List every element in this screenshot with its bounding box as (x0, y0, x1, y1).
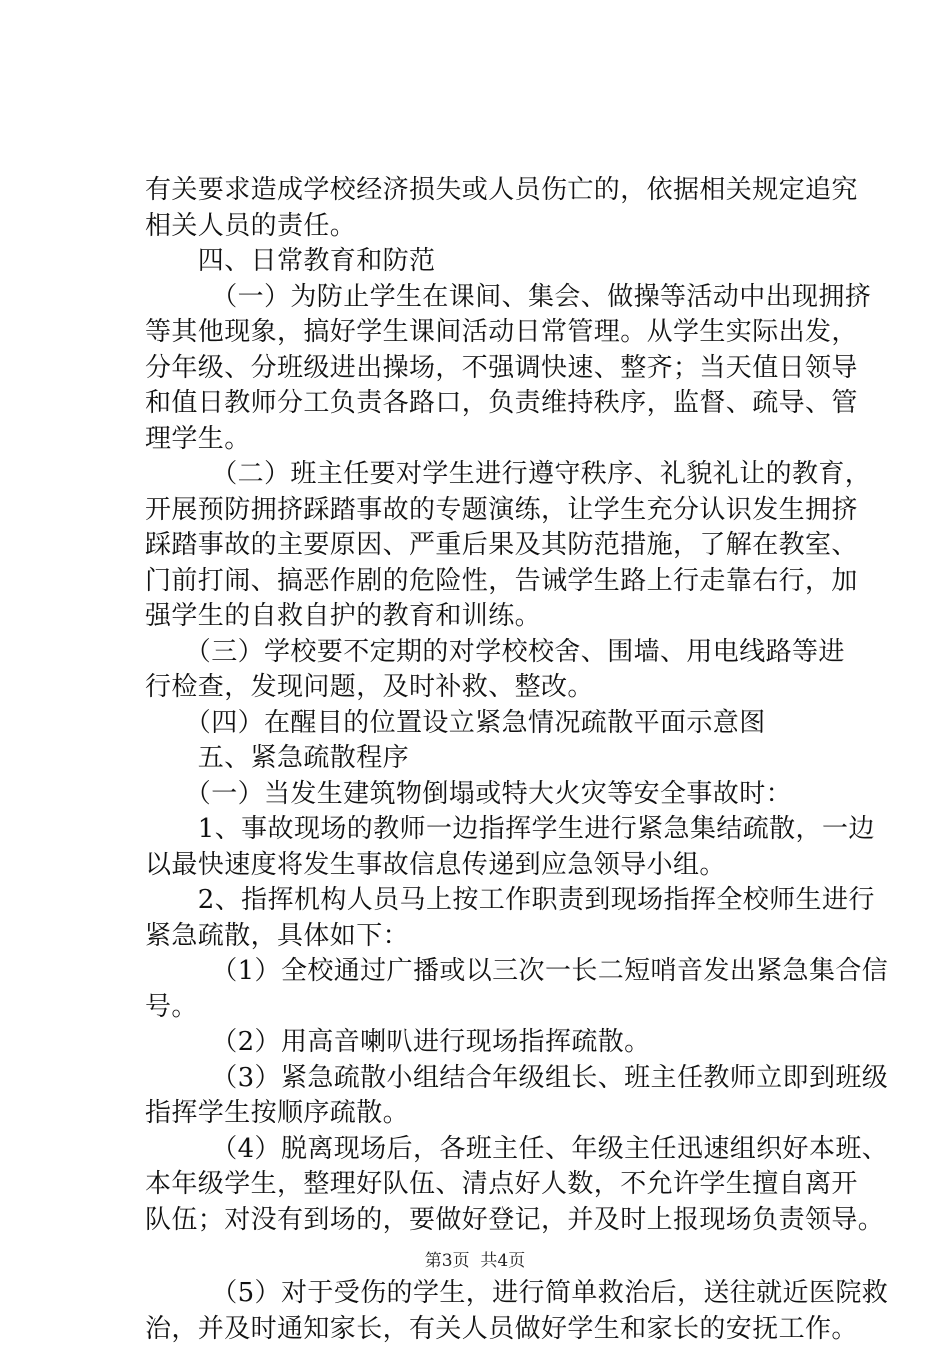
text-line: （一）为防止学生在课间、集会、做操等活动中出现拥挤 (145, 280, 825, 316)
document-body (145, 173, 825, 1347)
text-line: （1）全校通过广播或以三次一长二短哨音发出紧急集合信 (145, 954, 825, 990)
text-line: （3）紧急疏散小组结合年级组长、班主任教师立即到班级 (145, 1061, 825, 1097)
text-line: 指挥学生按顺序疏散。 (145, 1096, 825, 1132)
text-line: 有关要求造成学校经济损失或人员伤亡的，依据相关规定追究 (145, 173, 825, 209)
text-line: （一）当发生建筑物倒塌或特大火灾等安全事故时： (145, 777, 825, 813)
text-line: 紧急疏散，具体如下： (145, 919, 825, 955)
text-line: 分年级、分班级进出操场，不强调快速、整齐；当天值日领导 (145, 351, 825, 387)
text-line: （四）在醒目的位置设立紧急情况疏散平面示意图 (145, 706, 825, 742)
text-line: 五、紧急疏散程序 (145, 741, 825, 777)
text-line: 号。 (145, 990, 825, 1026)
text-line: 1、事故现场的教师一边指挥学生进行紧急集结疏散，一边 (145, 812, 825, 848)
text-line: （2）用高音喇叭进行现场指挥疏散。 (145, 1025, 825, 1061)
text-line: 队伍；对没有到场的，要做好登记，并及时上报现场负责领导。 (145, 1203, 825, 1239)
text-line: （4）脱离现场后，各班主任、年级主任迅速组织好本班、 (145, 1132, 825, 1168)
page-footer (0, 1246, 950, 1271)
text-line: 门前打闹、搞恶作剧的危险性，告诫学生路上行走靠右行，加 (145, 564, 825, 600)
text-line: 以最快速度将发生事故信息传递到应急领导小组。 (145, 848, 825, 884)
text-line: 2、指挥机构人员马上按工作职责到现场指挥全校师生进行 (145, 883, 825, 919)
text-line: 理学生。 (145, 422, 825, 458)
text-line: 四、日常教育和防范 (145, 244, 825, 280)
text-line: 相关人员的责任。 (145, 209, 825, 245)
text-line: 行检查，发现问题，及时补救、整改。 (145, 670, 825, 706)
text-line: 开展预防拥挤踩踏事故的专题演练，让学生充分认识发生拥挤 (145, 493, 825, 529)
page-number-label: 第3页 共4页 (425, 1251, 525, 1271)
text-line: （三）学校要不定期的对学校校舍、围墙、用电线路等进 (145, 635, 825, 671)
text-line: （5）对于受伤的学生，进行简单救治后，送往就近医院救 (145, 1276, 825, 1312)
text-line: （二）班主任要对学生进行遵守秩序、礼貌礼让的教育， (145, 457, 825, 493)
text-line: 强学生的自救自护的教育和训练。 (145, 599, 825, 635)
text-line: 踩踏事故的主要原因、严重后果及其防范措施，了解在教室、 (145, 528, 825, 564)
text-line: 本年级学生，整理好队伍、清点好人数，不允许学生擅自离开 (145, 1167, 825, 1203)
text-line: 等其他现象，搞好学生课间活动日常管理。从学生实际出发， (145, 315, 825, 351)
text-line: 和值日教师分工负责各路口，负责维持秩序，监督、疏导、管 (145, 386, 825, 422)
text-line: 治，并及时通知家长，有关人员做好学生和家长的安抚工作。 (145, 1312, 825, 1347)
